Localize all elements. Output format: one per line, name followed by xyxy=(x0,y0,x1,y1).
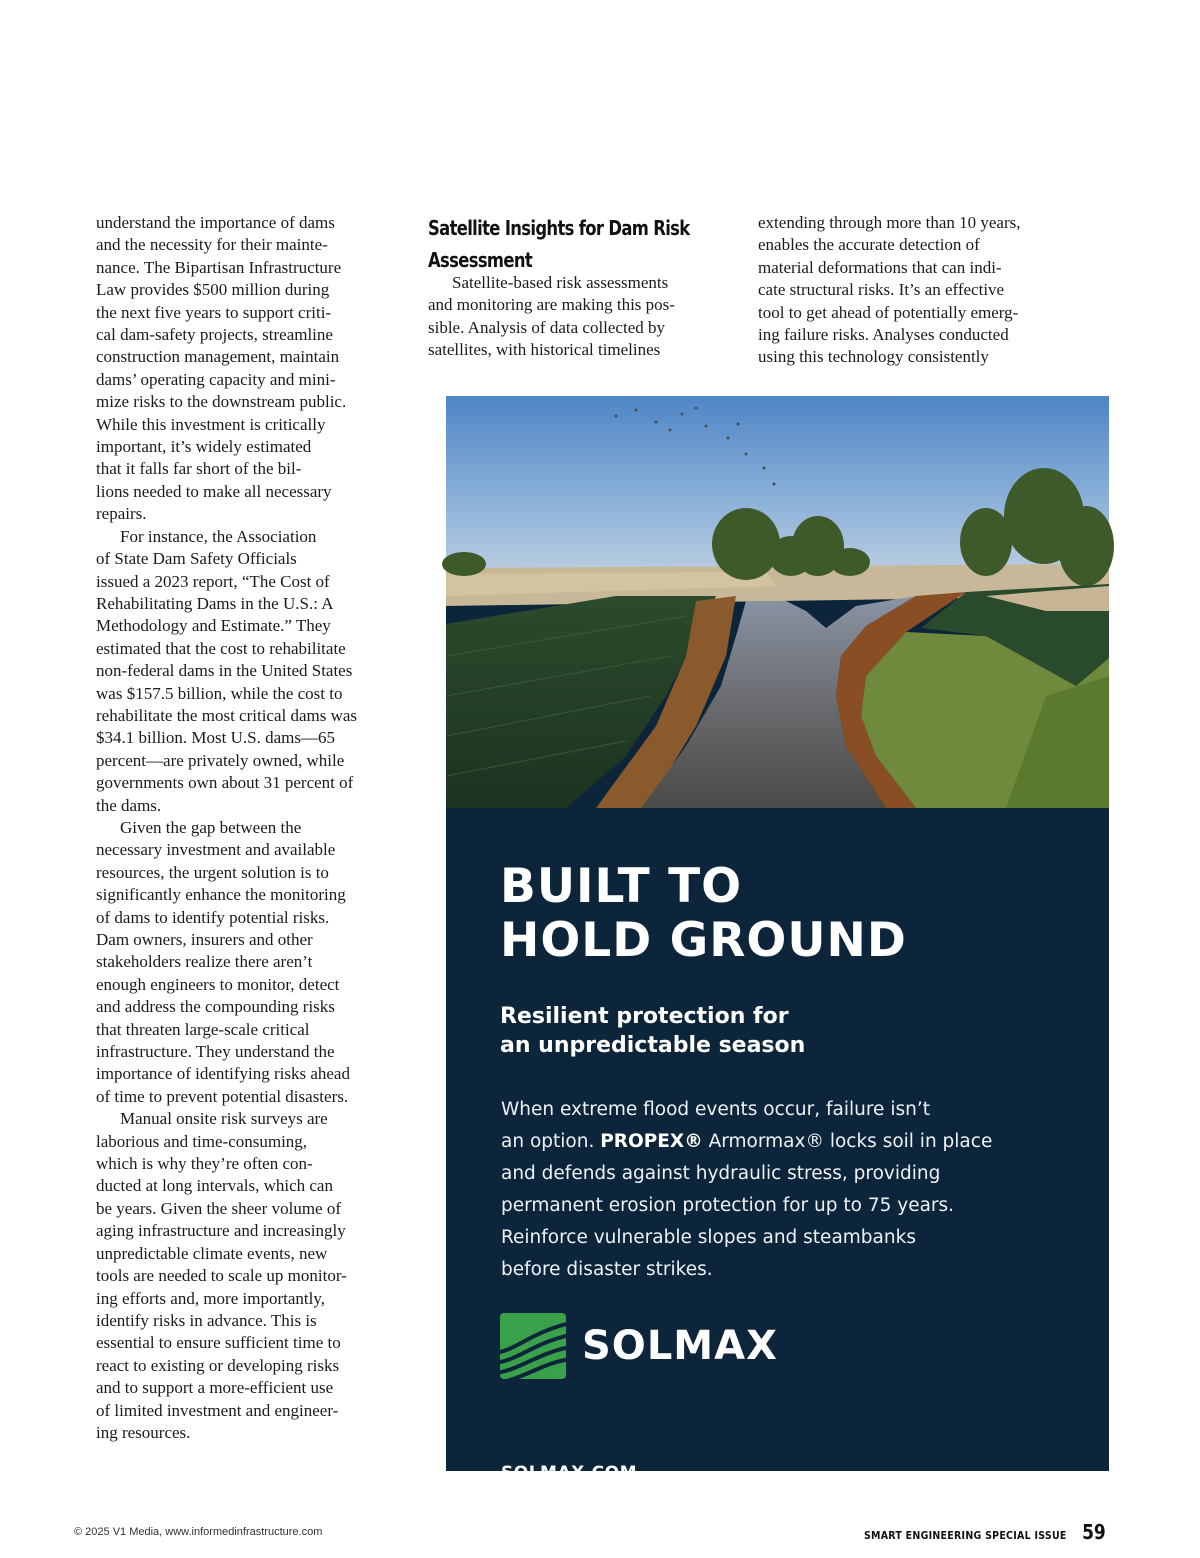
article-line: extending through more than 10 years, xyxy=(758,213,1021,232)
article-line: unpredictable climate events, new xyxy=(96,1243,328,1263)
article-line: that threaten large-scale critical xyxy=(96,1019,310,1039)
article-line: Dam owners, insurers and other xyxy=(96,930,313,949)
article-line: Given the gap between the xyxy=(120,817,302,837)
body-line xyxy=(501,1126,1061,1158)
article-line: ducted at long intervals, which can xyxy=(96,1176,333,1196)
section-subhead xyxy=(428,212,715,276)
body-line: Reinforce vulnerable slopes and steambanks xyxy=(501,1227,916,1248)
article-line: enough engineers to monitor, detect xyxy=(96,974,340,994)
body-line: and defends against hydraulic stress, providing xyxy=(501,1163,941,1184)
article-line: which is why they’re often con- xyxy=(96,1154,313,1174)
article-line: cal dam-safety projects, streamline xyxy=(96,325,333,345)
article-paragraph xyxy=(96,212,406,526)
article-line: the dams. xyxy=(96,795,162,815)
article-line: identify risks in advance. This is xyxy=(96,1310,317,1330)
article-column-left xyxy=(96,212,406,1444)
article-line: react to existing or developing risks xyxy=(96,1355,340,1375)
article-line: and address the compounding risks xyxy=(96,997,335,1017)
article-column-right xyxy=(758,212,1078,369)
ad-subhead xyxy=(500,1002,1020,1060)
article-line: resources, the urgent solution is to xyxy=(96,862,329,882)
article-paragraph xyxy=(96,817,406,1108)
solmax-website-link[interactable]: SOLMAX.COM xyxy=(501,1463,638,1483)
article-line: percent—are privately owned, while xyxy=(96,750,345,770)
article-line: rehabilitate the most critical dams was xyxy=(96,705,358,725)
article-line: estimated that the cost to rehabilitate xyxy=(96,638,346,658)
ad-body-copy xyxy=(501,1094,1061,1286)
subhead-line: Satellite Insights for Dam Risk xyxy=(428,216,690,240)
body-line: before disaster strikes. xyxy=(501,1259,713,1280)
riverbank-erosion-photo xyxy=(446,396,1109,808)
ad-headline xyxy=(500,860,1060,968)
middle-column-body xyxy=(428,272,728,362)
article-line: significantly enhance the monitoring xyxy=(96,885,346,905)
article-line: ing failure risks. Analyses conducted xyxy=(758,325,1009,345)
article-line: Law provides $500 million during xyxy=(96,280,330,300)
article-line: nance. The Bipartisan Infrastructure xyxy=(96,257,342,277)
article-line: and the necessity for their mainte- xyxy=(96,235,328,255)
article-line: stakeholders realize there aren’t xyxy=(96,952,313,972)
article-line: dams’ operating capacity and mini- xyxy=(96,369,336,389)
footer-copyright: © 2025 V1 Media, www.informedinfrastructure.com xyxy=(74,1526,323,1538)
article-line: repairs. xyxy=(96,504,147,524)
article-line: and monitoring are making this pos- xyxy=(428,295,675,315)
article-line: importance of identifying risks ahead xyxy=(96,1064,350,1084)
subhead-line: Assessment xyxy=(428,248,533,272)
article-line: understand the importance of dams xyxy=(96,213,335,232)
article-line: infrastructure. They understand the xyxy=(96,1042,335,1062)
article-line: governments own about 31 percent of xyxy=(96,773,354,793)
article-line: aging infrastructure and increasingly xyxy=(96,1221,346,1241)
article-line: that it falls far short of the bil- xyxy=(96,459,302,479)
article-line: the next five years to support criti- xyxy=(96,302,332,322)
article-column-middle xyxy=(428,212,728,362)
footer-issue-info xyxy=(831,1520,1108,1544)
body-text: Armormax® locks soil in place xyxy=(702,1131,993,1152)
article-line: satellites, with historical timelines xyxy=(428,340,661,360)
article-line: and to support a more-efficient use xyxy=(96,1378,334,1398)
solmax-advertisement[interactable] xyxy=(446,396,1109,1483)
article-line: lions needed to make all necessary xyxy=(96,481,332,501)
article-line: was $157.5 billion, while the cost to xyxy=(96,683,343,703)
article-paragraph xyxy=(428,272,728,362)
article-paragraph xyxy=(758,212,1078,369)
article-line: of State Dam Safety Officials xyxy=(96,549,297,569)
page-number: 59 xyxy=(1082,1520,1106,1544)
article-line: using this technology consistently xyxy=(758,347,989,367)
article-line: material deformations that can indi- xyxy=(758,257,1002,277)
article-line: of dams to identify potential risks. xyxy=(96,907,330,927)
article-line: ing resources. xyxy=(96,1422,191,1442)
article-line: enables the accurate detection of xyxy=(758,235,980,255)
article-line: of limited investment and engineer- xyxy=(96,1400,339,1420)
article-line: cate structural risks. It’s an effective xyxy=(758,280,1005,300)
brand-name: PROPEX® xyxy=(600,1131,703,1152)
footer-issue-title: SMART ENGINEERING SPECIAL ISSUE xyxy=(863,1529,1067,1542)
body-line: When extreme flood events occur, failure isn’t xyxy=(501,1099,930,1120)
article-paragraph xyxy=(96,1108,406,1444)
article-line: ing efforts and, more importantly, xyxy=(96,1288,325,1308)
subhead-line: an unpredictable season xyxy=(500,1033,806,1058)
article-line: While this investment is critically xyxy=(96,414,326,434)
article-line: non-federal dams in the United States xyxy=(96,661,353,681)
article-line: important, it’s widely estimated xyxy=(96,437,312,457)
headline-line: HOLD GROUND xyxy=(500,913,907,968)
solmax-stripes-logo-icon xyxy=(500,1313,566,1379)
article-line: tools are needed to scale up monitor- xyxy=(96,1266,347,1286)
article-line: laborious and time-consuming, xyxy=(96,1131,308,1151)
article-line: Satellite-based risk assessments xyxy=(452,273,669,292)
article-line: sible. Analysis of data collected by xyxy=(428,317,665,337)
article-line: necessary investment and available xyxy=(96,840,336,860)
article-line: issued a 2023 report, “The Cost of xyxy=(96,571,330,591)
article-line: $34.1 billion. Most U.S. dams—65 xyxy=(96,728,335,748)
article-line: Manual onsite risk surveys are xyxy=(120,1109,328,1129)
body-line: permanent erosion protection for up to 75 years. xyxy=(501,1195,955,1216)
article-paragraph xyxy=(96,526,406,817)
solmax-logo-wordmark: SOLMAX xyxy=(582,1323,778,1369)
article-line: of time to prevent potential disasters. xyxy=(96,1086,349,1106)
article-line: tool to get ahead of potentially emerg- xyxy=(758,302,1019,322)
article-line: essential to ensure sufficient time to xyxy=(96,1333,341,1353)
subhead-line: Resilient protection for xyxy=(500,1004,789,1029)
article-line: Methodology and Estimate.” They xyxy=(96,616,331,636)
headline-line: BUILT TO xyxy=(500,859,743,914)
article-line: construction management, maintain xyxy=(96,347,340,367)
article-line: For instance, the Association xyxy=(120,526,317,546)
article-line: be years. Given the sheer volume of xyxy=(96,1198,341,1218)
body-text: an option. xyxy=(501,1131,601,1152)
article-line: mize risks to the downstream public. xyxy=(96,392,347,412)
article-line: Rehabilitating Dams in the U.S.: A xyxy=(96,593,334,613)
